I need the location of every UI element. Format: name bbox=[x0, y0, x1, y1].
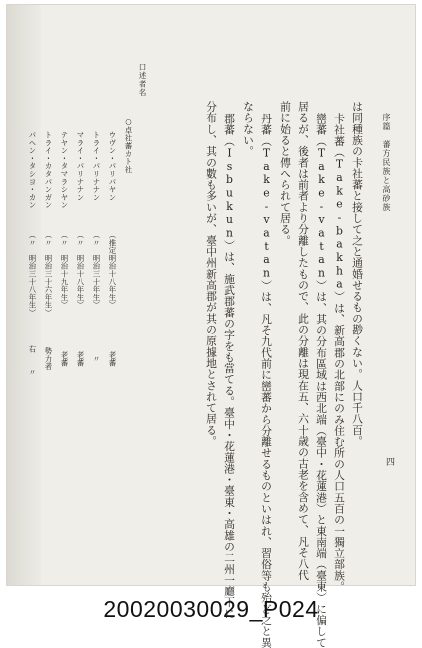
informant-born: （〃 明治十九年生） bbox=[60, 231, 69, 309]
image-caption: 20020030029_P024 bbox=[103, 596, 319, 622]
informant-heading: 口述者名 bbox=[138, 63, 147, 97]
informant-role: 右 〃 bbox=[28, 345, 37, 377]
informant-name: トライ・カタパンガン bbox=[44, 131, 53, 209]
text-column-9: 分布し、其の數も多いが、臺中州新高郡が其の原據地とされて居る。 bbox=[205, 101, 218, 447]
text-column-6: 丹蕃（Take-vatan）は、凡そ九代前に巒蕃から分離せるものといはれ、習俗等も殆ど之と異 bbox=[260, 113, 273, 648]
informant-name: マライ・パリナナン bbox=[76, 131, 85, 202]
informant-name: パヘン・タシヨ・カン bbox=[28, 131, 37, 209]
text-column-3: 巒蕃（Take-vatan）は、其の分布區域は西北端（臺中・花蓮港）と東南端（臺東）に偏して bbox=[315, 113, 328, 648]
informant-born: （〃 明治三十八年生） bbox=[28, 231, 37, 317]
text-column-8: 郡蕃（Isbukun）は、施武郡蕃の字をも當てる。臺中・花蓮港・臺東・高雄の二州一廳下に bbox=[223, 113, 236, 619]
informant-name: ウヴン・パリパヤン bbox=[108, 131, 117, 202]
informant-name: トライ・パリナナン bbox=[92, 131, 101, 202]
text-column-5: 前に始ると傳へられて居る。 bbox=[279, 101, 292, 246]
informant-role: 老蕃 bbox=[108, 351, 117, 367]
informant-born: （〃 明治三十年生） bbox=[92, 231, 101, 309]
informant-role: 勢力者 bbox=[44, 347, 53, 371]
informant-role: 老蕃 bbox=[60, 351, 69, 367]
informant-role: 〃 bbox=[92, 355, 101, 363]
informant-born: （〃 明治十八年生） bbox=[76, 231, 85, 309]
informant-born: （推定明治十八年生） bbox=[108, 231, 117, 309]
informant-role: 老蕃 bbox=[76, 351, 85, 367]
informant-group: ○卓社蕃カト社 bbox=[124, 117, 133, 174]
text-column-7: ならない。 bbox=[242, 101, 255, 157]
text-column-4: 居るが、後者は前者より分離したもので、此の分離は現在五、六十歳の古老を含めて、凡そ八代 bbox=[297, 101, 310, 581]
running-title: 序篇 蕃方民族と高砂族 bbox=[382, 113, 391, 212]
page-number: 四 bbox=[384, 457, 394, 466]
text-column-2: 卡社蕃（Take-bakha）は、新高郡の北部にのみ住む所の人口五百の一獨立部族。 bbox=[333, 113, 346, 593]
informant-born: （〃 明治三十六年生） bbox=[44, 231, 53, 317]
text-column-1: は同種族の卡社蕃と接して之と通婚せるもの尠くない。人口千八百。 bbox=[351, 101, 364, 447]
informant-name: テヤン・タマラシヤン bbox=[60, 131, 69, 209]
